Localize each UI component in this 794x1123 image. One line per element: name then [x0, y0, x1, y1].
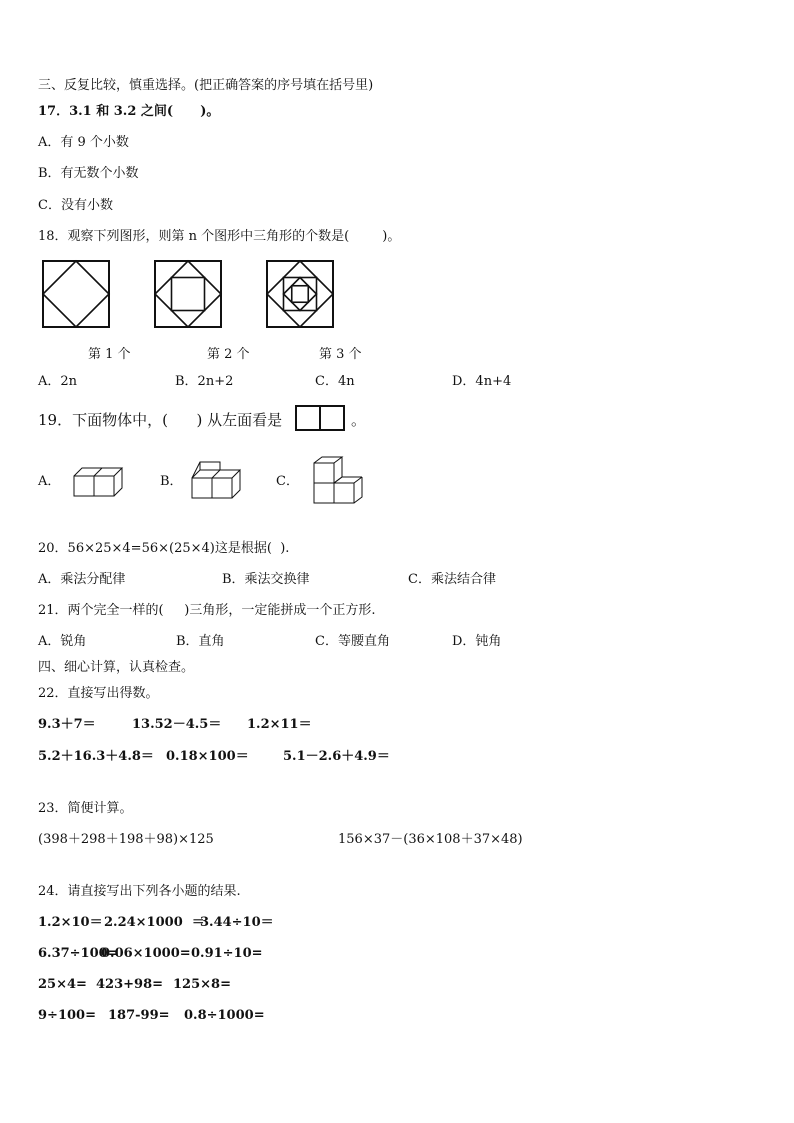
q19-option-b-cubes-icon: [190, 460, 242, 500]
q22-expr-2: 13.52－4.5＝: [132, 717, 222, 732]
q20-stem: 20．56×25×4=56×(25×4)这是根据( ).: [38, 541, 290, 556]
q24-expr-3: 3.44÷10＝: [200, 915, 274, 930]
q21-option-d: D．钝角: [452, 634, 502, 649]
q24-expr-4: 6.37÷100=: [38, 946, 119, 961]
q19-option-a-label: A．: [38, 474, 61, 489]
q19-left-view-icon: [295, 405, 345, 431]
q23-expr-2: 156×37－(36×108＋37×48): [338, 832, 523, 847]
q18-option-d: D．4n+4: [452, 374, 512, 389]
q24-expr-12: 0.8÷1000=: [184, 1008, 265, 1023]
q22-expr-4: 5.2＋16.3＋4.8＝: [38, 749, 154, 764]
q20-option-c: C．乘法结合律: [408, 572, 496, 587]
q24-expr-9: 125×8=: [173, 977, 231, 992]
q19-option-a-cubes-icon: [72, 466, 124, 498]
q19-stem-end: 。: [351, 411, 367, 429]
q23-expr-1: (398＋298＋198＋98)×125: [38, 832, 214, 847]
q18-stem: 18．观察下列图形，则第 n 个图形中三角形的个数是( )。: [38, 229, 401, 244]
section-4-title: 四、细心计算，认真检查。: [38, 660, 195, 675]
q22-expr-1: 9.3＋7＝: [38, 717, 96, 732]
q21-option-a: A．锐角: [38, 634, 87, 649]
q17-option-c: C．没有小数: [38, 198, 113, 213]
q19-option-c-label: C．: [276, 474, 299, 489]
q20-option-a: A．乘法分配律: [38, 572, 126, 587]
q18-figure-1: [42, 260, 110, 328]
q24-expr-10: 9÷100=: [38, 1008, 96, 1023]
q19-stem: 19．下面物体中，( ) 从左面看是: [38, 411, 283, 429]
q17-option-a: A．有 9 个小数: [38, 135, 129, 150]
q18-figure-3-label: 第 3 个: [319, 347, 362, 362]
q22-expr-5: 0.18×100＝: [166, 749, 249, 764]
q24-expr-2: 2.24×1000 ＝: [104, 915, 205, 930]
q22-stem: 22．直接写出得数。: [38, 686, 159, 701]
q24-expr-5: 0.06×1000=: [101, 946, 191, 961]
q19-option-b-label: B．: [160, 474, 183, 489]
q17-option-b: B．有无数个小数: [38, 166, 139, 181]
q18-figure-3: [266, 260, 334, 328]
q18-option-b: B．2n+2: [175, 374, 234, 389]
section-3-title: 三、反复比较，慎重选择。(把正确答案的序号填在括号里): [38, 78, 374, 93]
q19-option-c-cubes-icon: [312, 455, 364, 505]
q18-option-a: A．2n: [38, 374, 78, 389]
q22-expr-6: 5.1－2.6＋4.9＝: [283, 749, 390, 764]
q24-stem: 24．请直接写出下列各小题的结果.: [38, 884, 241, 899]
q18-figure-1-label: 第 1 个: [88, 347, 131, 362]
q24-expr-1: 1.2×10＝: [38, 915, 103, 930]
q18-option-c: C．4n: [315, 374, 355, 389]
q24-expr-11: 187-99=: [108, 1008, 170, 1023]
q17-stem: 17．3.1 和 3.2 之间( )。: [38, 104, 220, 119]
q18-figure-2-label: 第 2 个: [207, 347, 250, 362]
q21-option-b: B．直角: [176, 634, 225, 649]
q21-stem: 21．两个完全一样的( )三角形，一定能拼成一个正方形.: [38, 603, 376, 618]
q24-expr-7: 25×4=: [38, 977, 87, 992]
q23-stem: 23．简便计算。: [38, 801, 133, 816]
q20-option-b: B．乘法交换律: [222, 572, 310, 587]
q24-expr-8: 423+98=: [96, 977, 164, 992]
q24-expr-6: 0.91÷10=: [191, 946, 263, 961]
q22-expr-3: 1.2×11＝: [247, 717, 312, 732]
q21-option-c: C．等腰直角: [315, 634, 390, 649]
q18-figure-2: [154, 260, 222, 328]
